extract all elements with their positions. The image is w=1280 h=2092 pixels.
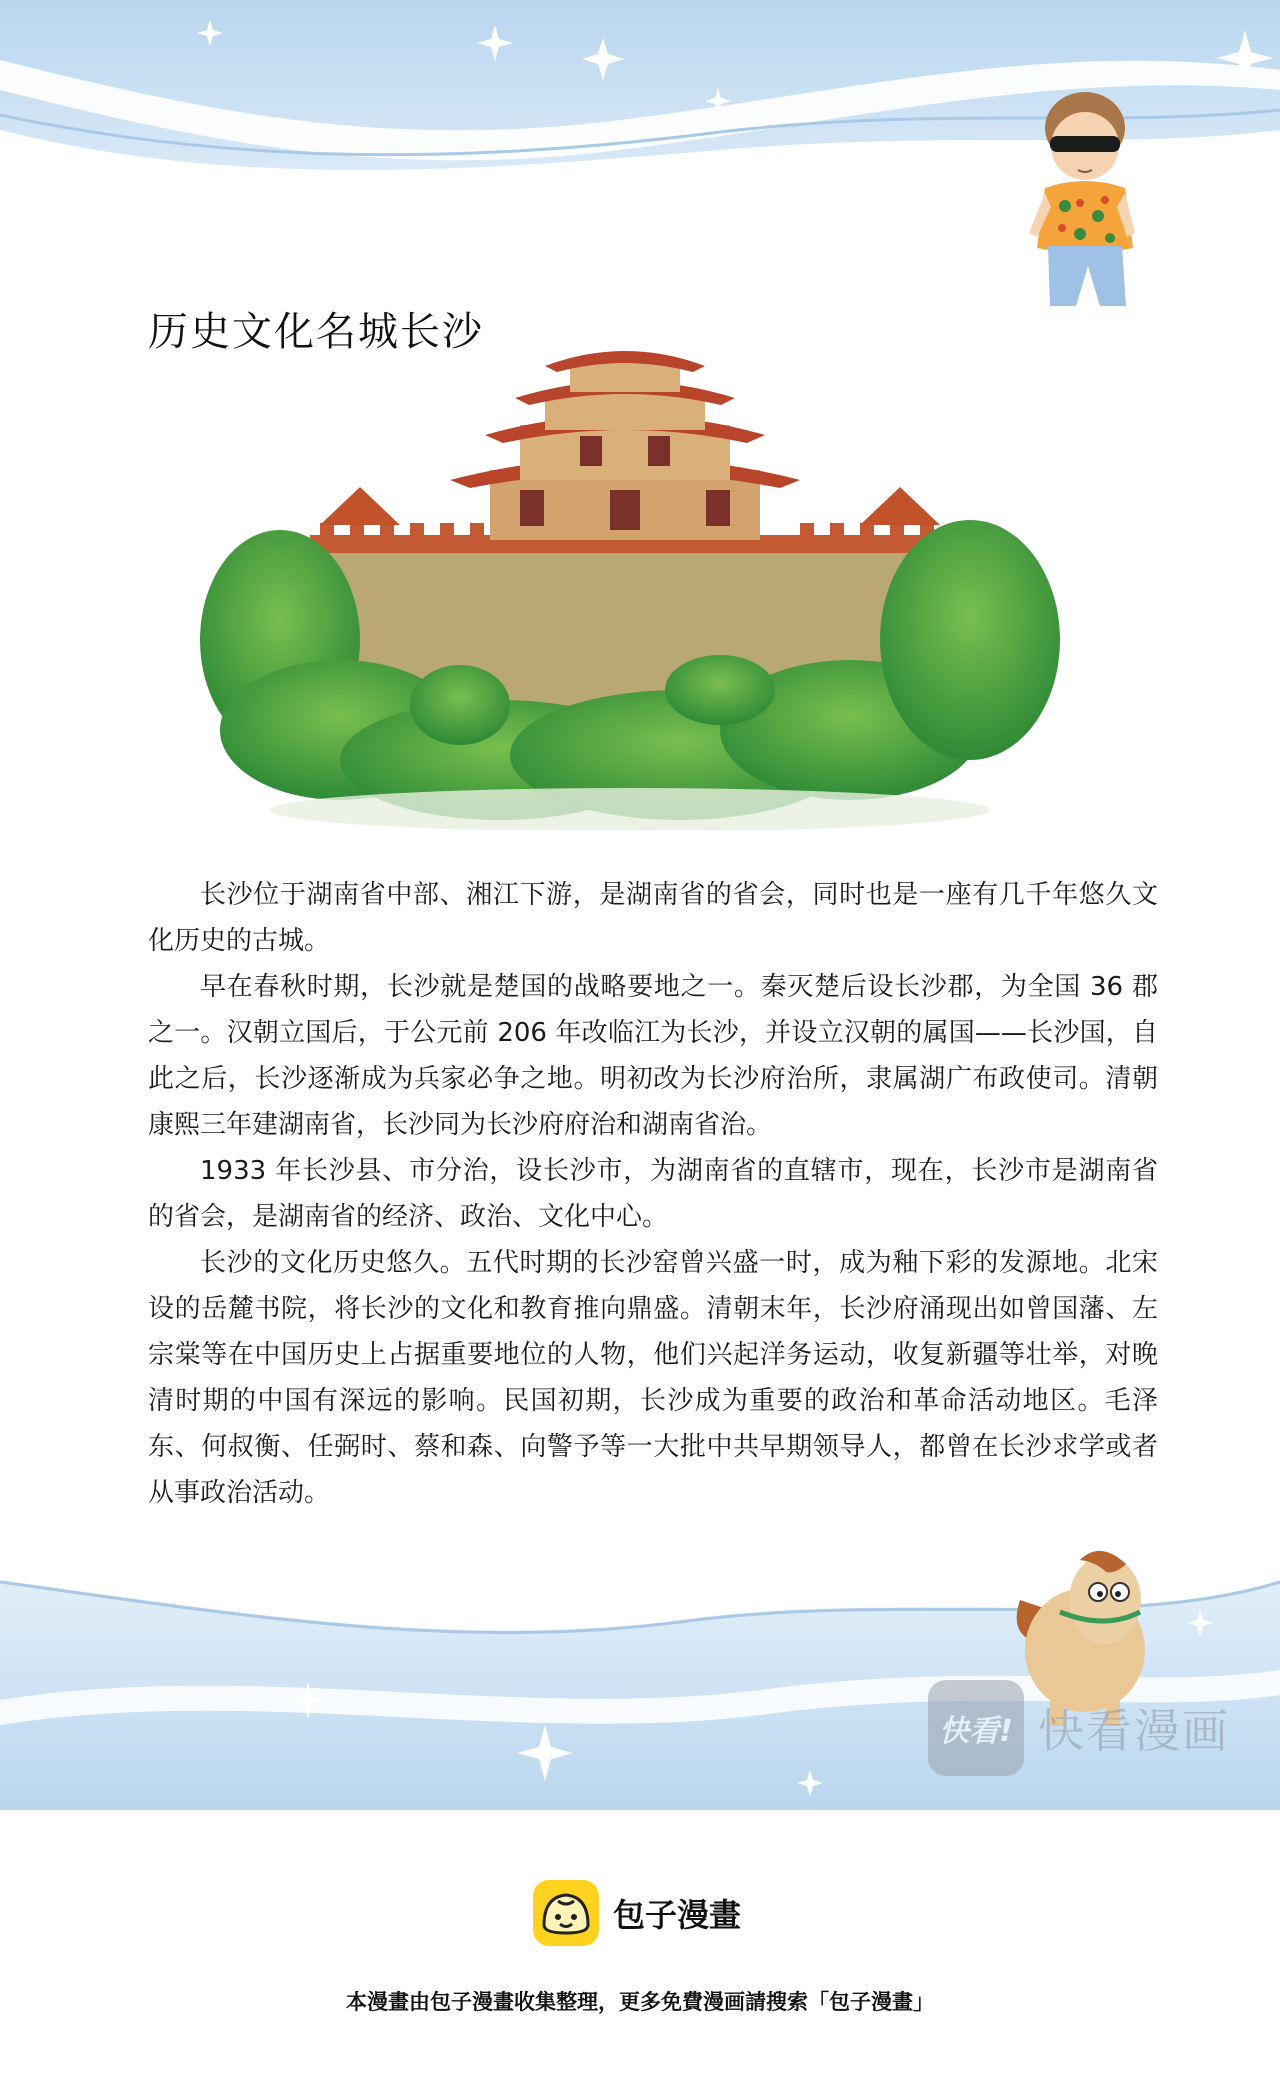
changsha-tianxin-pavilion-illustration: [200, 340, 1070, 830]
footer: [0, 1810, 1280, 2092]
paragraph: 长沙位于湖南省中部、湘江下游，是湖南省的省会，同时也是一座有几千年悠久文化历史的古城。: [148, 880, 1158, 956]
paragraph: 早在春秋时期，长沙就是楚国的战略要地之一。秦灭楚后设长沙郡，为全国 36 郡之一。汉朝立国后，于公元前 206 年改临江为长沙，并设立汉朝的属国——长沙国，自此之后，长沙逐渐成为兵家必争之地。明初改为长沙府治所，隶属湖广布政使司。清朝康熙三年建湖南省，长沙同为长沙府府治和湖南省治。: [148, 972, 1158, 1140]
paragraph: 长沙的文化历史悠久。五代时期的长沙窑曾兴盛一时，成为釉下彩的发源地。北宋设的岳麓书院，将长沙的文化和教育推向鼎盛。清朝末年，长沙府涌现出如曾国藩、左宗棠等在中国历史上占据重要地位的人物，他们兴起洋务运动，收复新疆等壮举，对晚清时期的中国有深远的影响。民国初期，长沙成为重要的政治和革命活动地区。毛泽东、何叔衡、任弼时、蔡和森、向警予等一大批中共早期领导人，都曾在长沙求学或者从事政治活动。: [148, 1248, 1158, 1508]
baozi-logo-icon: [533, 1880, 599, 1946]
paragraph: 1933 年长沙县、市分治，设长沙市，为湖南省的直辖市，现在，长沙市是湖南省的省会，是湖南省的经济、政治、文化中心。: [148, 1156, 1158, 1232]
sunglasses-man-illustration: [1010, 88, 1160, 318]
kuaikan-watermark-text: 快看漫画: [1038, 1704, 1230, 1758]
baozi-brand[interactable]: [533, 1880, 741, 1946]
kuaikan-watermark: [928, 1678, 1258, 1778]
brand-name: 包子漫畫: [613, 1896, 742, 1934]
kuaikan-logo-badge: 快看!: [928, 1680, 1024, 1776]
page-title: 历史文化名城长沙: [148, 309, 484, 355]
footer-note: 本漫畫由包子漫畫收集整理，更多免費漫画請搜索「包子漫畫」: [346, 1990, 934, 2014]
article-body: [148, 872, 1158, 1516]
